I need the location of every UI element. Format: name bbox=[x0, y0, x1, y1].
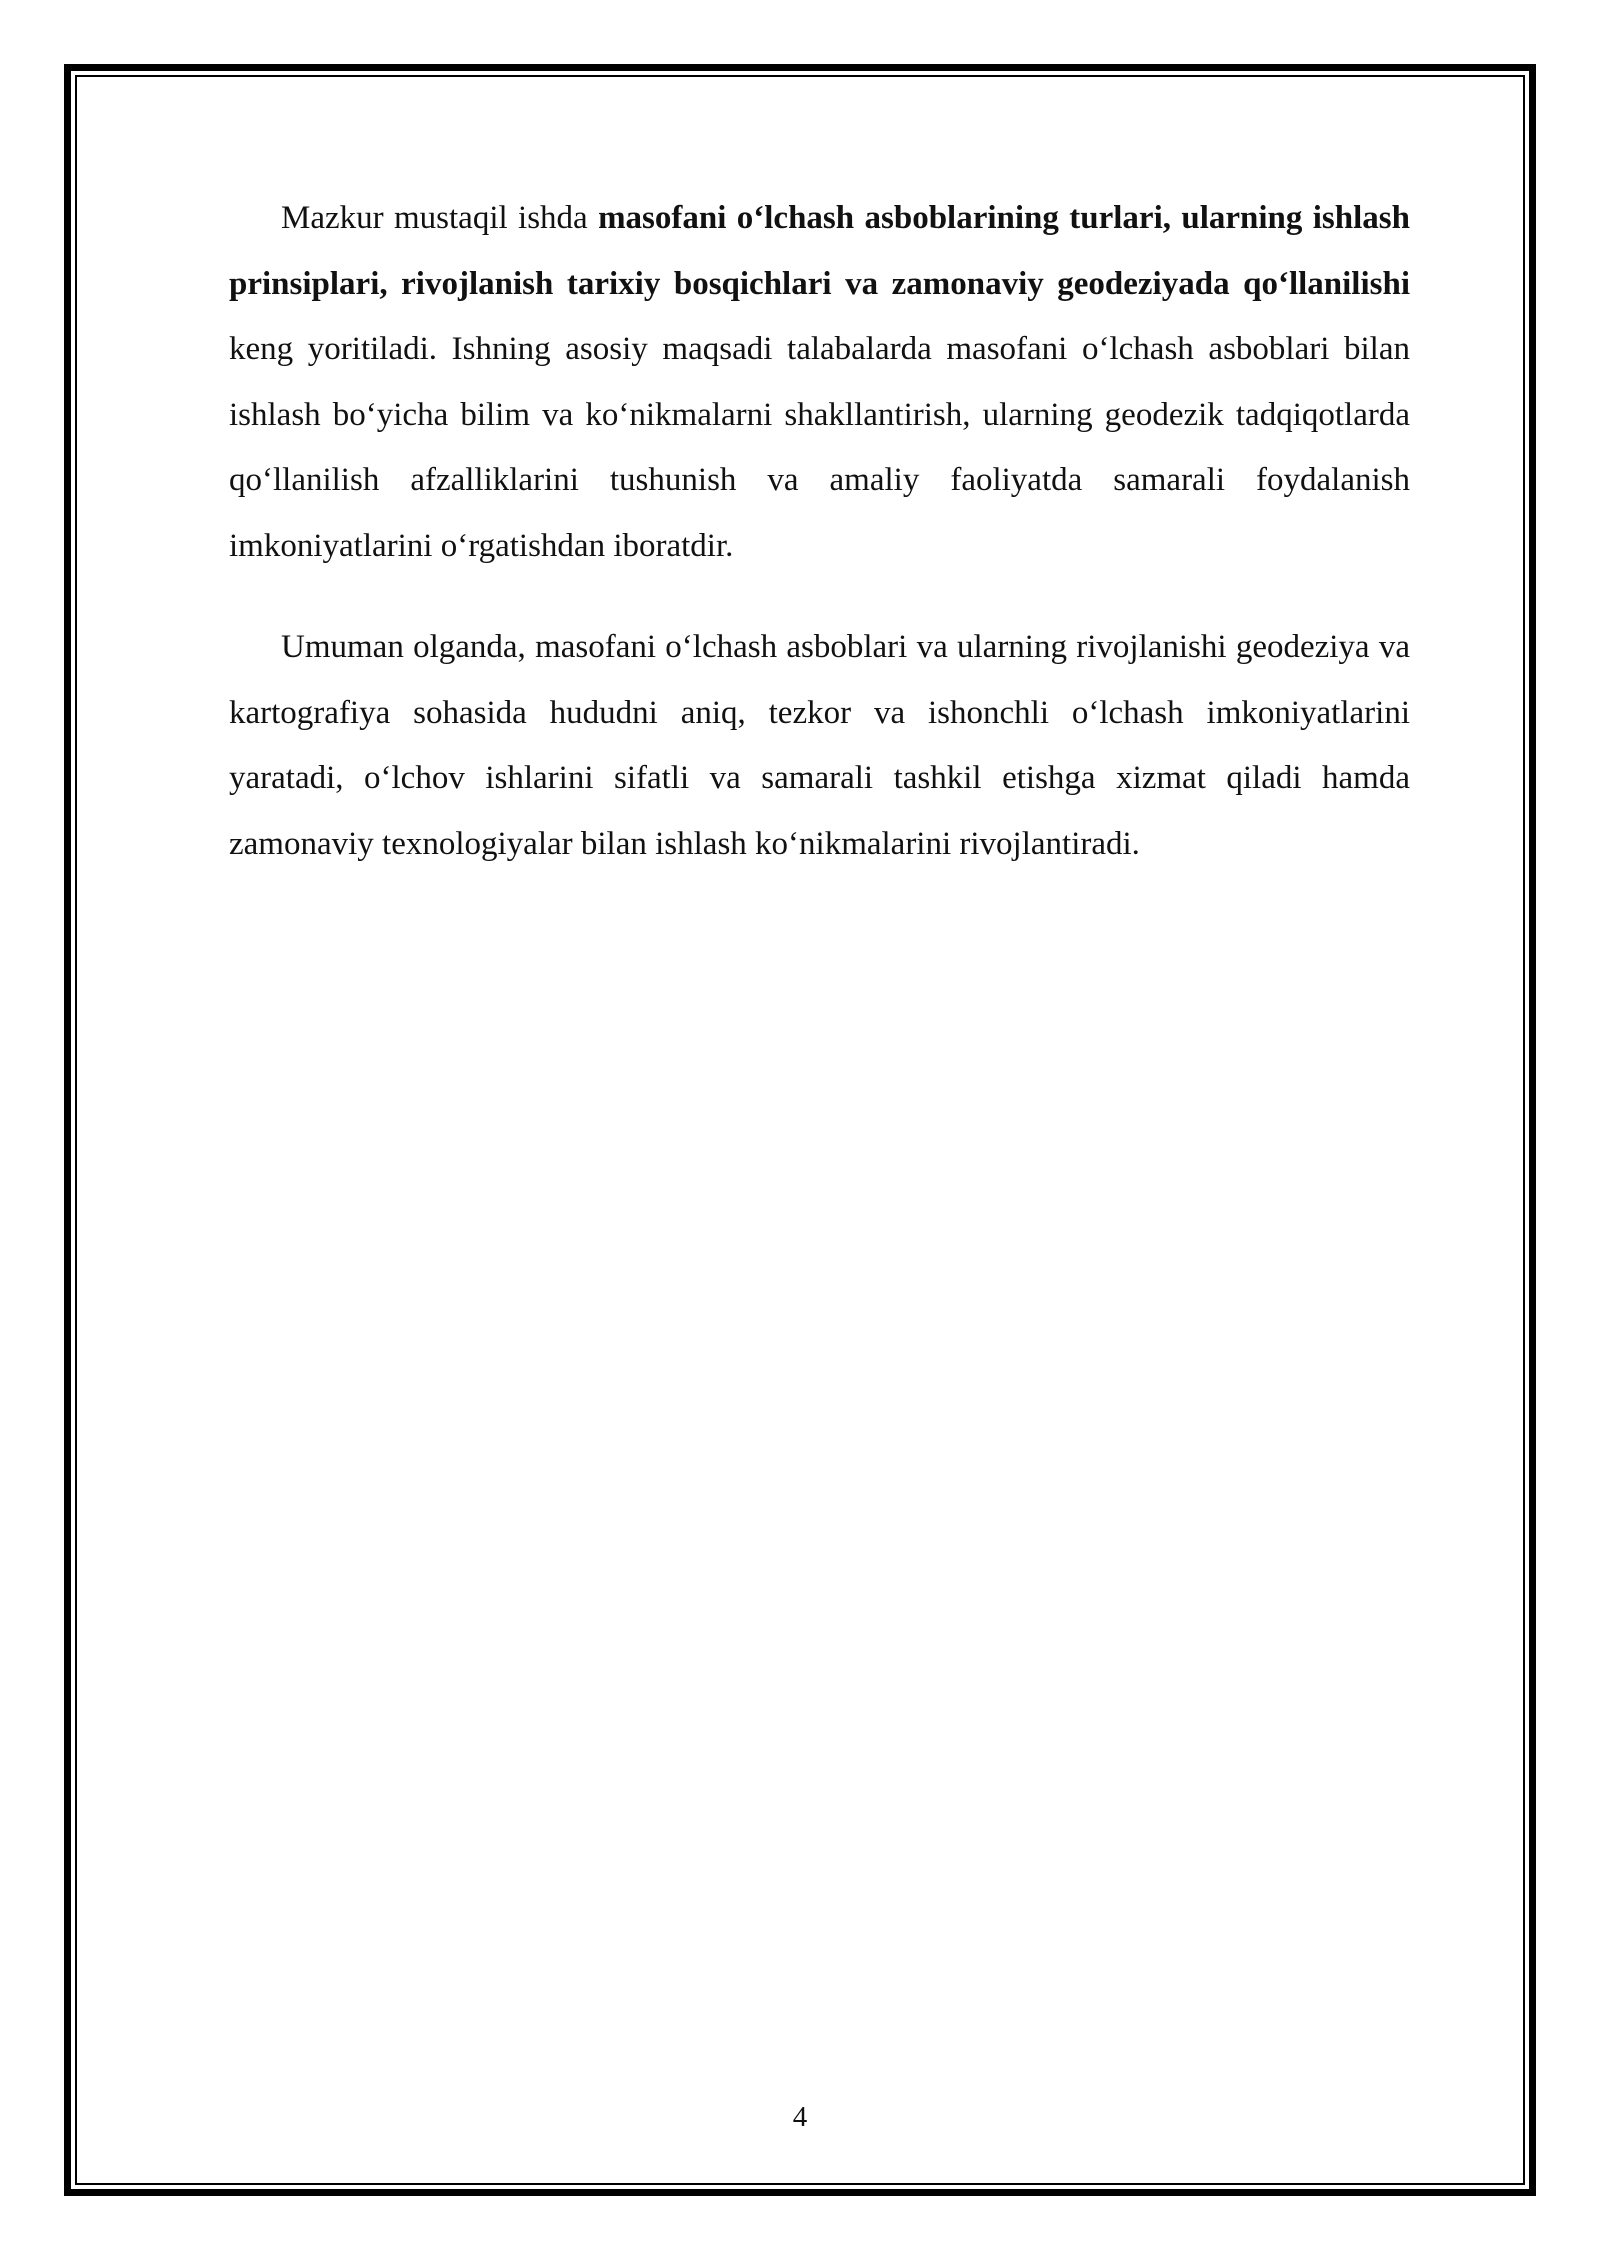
paragraph-2: Umuman olganda, masofani o‘lchash asboblari va ularning rivojlanishi geodeziya va kartografiya sohasida hududni aniq, tezkor va ishonchli o‘lchash imkoniyatlarini yaratadi, o‘lchov ishlarini sifatli va samarali tashkil etishga xizmat qiladi hamda zamonaviy texnologiyalar bilan ishlash ko‘nikmalarini rivojlantiradi. bbox=[229, 629, 1410, 862]
paragraph-1-rest: keng yoritiladi. Ishning asosiy maqsadi talabalarda masofani o‘lchash asboblari bilan ishlash bo‘yicha bilim va ko‘nikmalarni shakllantirish, ularning geodezik tadqiqotlarda qo‘llanilish afzalliklarini tushunish va amaliy faoliyatda samarali foydalanish imkoniyatlarini o‘rgatishdan iboratdir. bbox=[229, 331, 1410, 564]
paragraph-1-lead: Mazkur mustaqil ishda bbox=[281, 200, 599, 236]
paragraph-1-bold: masofani o‘lchash asboblarining turlari, ularning ishlash prinsiplari, rivojlanish tarixiy bosqichlari va zamonaviy geodeziyada qo‘llanilishi bbox=[229, 200, 1410, 302]
page-number: 4 bbox=[792, 2101, 808, 2133]
paragraph-1 bbox=[229, 186, 1410, 579]
page-body bbox=[229, 186, 1410, 877]
